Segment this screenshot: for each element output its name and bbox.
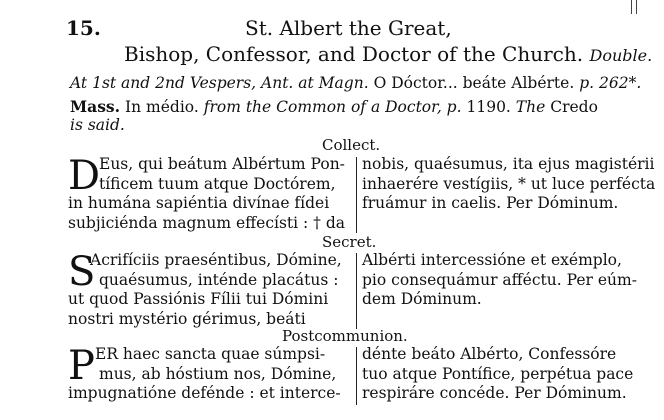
collect-right-line: nobis, quaésumus, ita ejus magistérii [362, 155, 655, 173]
mass-common-ref: from the Common of a Doctor, p. [203, 98, 462, 116]
postcommunion-initial: P [68, 343, 95, 389]
collect-right-line: inhaerére vestígiis, * ut luce perfécta [362, 174, 656, 193]
vespers-page-ref: p. 262*. [579, 74, 642, 92]
collect-initial: D [68, 153, 101, 199]
secret-right-line: dem Dóminum. [362, 290, 482, 308]
postcommunion-left-line: ER haec sancta quae súmpsi- [95, 345, 326, 363]
postcommunion-right-line: tuo atque Pontífice, perpétua pace [362, 364, 634, 383]
secret-left-line: ut quod Passiónis Fílii tui Dómini [68, 290, 329, 308]
mass-the: The [515, 98, 546, 116]
secret-left-column [68, 251, 352, 329]
postcommunion-left-line: mus, ab hóstium nos, Dómine, [99, 364, 337, 383]
collect-heading: Collect. [322, 136, 381, 154]
postcommunion-right-column [362, 345, 642, 404]
collect-left-line: Eus, qui beátum Albértum Pon- [99, 155, 345, 173]
secret-left-line: nostri mystério gérimus, beáti [68, 309, 306, 328]
postcommunion-right-line: respiráre concéde. Per Dóminum. [362, 384, 627, 402]
collect-left-column [68, 155, 352, 233]
secret-right-column [362, 251, 642, 310]
postcommunion-column-rule [356, 347, 357, 405]
secret-column-rule [356, 253, 357, 329]
day-number: 15. [66, 16, 101, 40]
mass-label: Mass. [70, 97, 121, 116]
feast-title: St. Albert the Great, [245, 16, 452, 40]
secret-left-line: Acrifíciis praeséntibus, Dómine, [90, 251, 342, 269]
collect-left-line: subjiciénda magnum effecísti : † da [68, 213, 346, 232]
mass-credo: Credo [550, 98, 598, 116]
page-edge-mark [631, 0, 637, 14]
secret-right-line: pio consequámur afféctu. Per eúm- [362, 270, 637, 289]
vespers-antiphon: O Dóctor... beáte Albérte. [373, 74, 575, 92]
collect-column-rule [356, 157, 357, 233]
mass-credo-said: is said. [70, 116, 125, 134]
mass-page: 1190. [466, 98, 511, 116]
vespers-line [70, 74, 641, 92]
feast-rank: Double. [589, 46, 653, 65]
vespers-label: At 1st and 2nd Vespers, Ant. at Magn. [70, 74, 369, 92]
postcommunion-left-column [68, 345, 352, 404]
collect-right-line: fruámur in caelis. Per Dóminum. [362, 194, 619, 212]
collect-left-line: in humána sapiéntia divínae fídei [68, 194, 330, 212]
collect-right-column [362, 155, 656, 214]
secret-heading: Secret. [322, 233, 377, 251]
postcommunion-left-line: impugnatióne defénde : et interce- [68, 384, 341, 402]
collect-left-line: tíficem tuum atque Doctórem, [99, 174, 336, 193]
postcommunion-heading: Postcommunion. [282, 327, 408, 345]
feast-subtitle [124, 42, 652, 66]
mass-line [70, 97, 598, 116]
secret-left-line: quaésumus, inténde placátus : [99, 270, 339, 289]
postcommunion-right-line: dénte beáto Albérto, Confessóre [362, 345, 617, 363]
feast-subtitle-text: Bishop, Confessor, and Doctor of the Church. [124, 42, 584, 66]
secret-initial: S [68, 249, 96, 295]
secret-right-line: Albérti intercessióne et exémplo, [362, 251, 622, 269]
mass-introit: In médio. [125, 98, 199, 116]
